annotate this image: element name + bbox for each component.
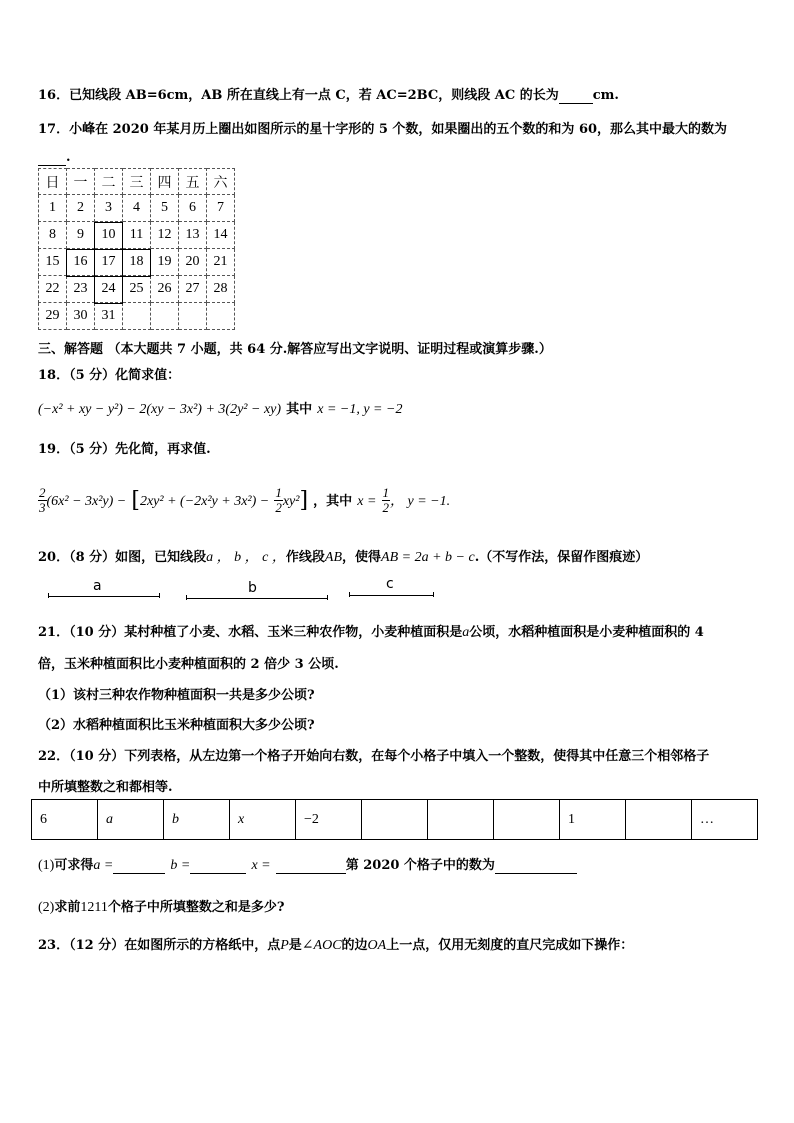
q22-a-blank	[113, 854, 165, 874]
grid-cell: 1	[560, 800, 626, 840]
calendar-header: 日	[39, 169, 67, 195]
grid-cell: …	[692, 800, 758, 840]
highlight-box-24	[94, 276, 123, 304]
grid-cell	[428, 800, 494, 840]
calendar-header-row	[39, 169, 235, 195]
calendar-row	[39, 222, 235, 249]
calendar-row	[39, 276, 235, 303]
question-20	[38, 546, 648, 566]
calendar-cell: 19	[151, 249, 179, 276]
calendar-cell: 10	[95, 222, 123, 249]
grid-cell: b	[164, 800, 230, 840]
q21-line1b: 公顷，水稻种植面积是小麦种植面积的 4	[469, 625, 704, 640]
calendar-cell: 5	[151, 195, 179, 222]
question-23	[38, 934, 633, 954]
q21-sub2: （2）水稻种植面积比玉米种植面积大多少公顷?	[38, 718, 315, 733]
q19-x-den: 2	[382, 500, 390, 515]
left-bracket: [	[131, 488, 140, 513]
calendar-cell: 18	[123, 249, 151, 276]
q20-mid: 作线段	[285, 550, 325, 565]
segment-b-label: b	[248, 580, 257, 596]
q20-eq: AB = 2a + b − c	[381, 550, 475, 565]
q19-coef-den: 3	[39, 500, 46, 515]
q16-text: 16．已知线段 AB=6cm，AB 所在直线上有一点 C，若 AC=2BC，则线段 AC 的长为	[38, 88, 559, 103]
q19-coef	[38, 486, 47, 515]
q19-y-part: ， y = −1.	[390, 494, 451, 509]
q22-sub1-tail: 第 2020 个格子中的数为	[345, 858, 495, 873]
calendar-cell: 13	[179, 222, 207, 249]
question-19-expression	[38, 486, 450, 515]
segment-a	[48, 596, 160, 597]
question-18-expression	[38, 398, 402, 418]
calendar-cell: 26	[151, 276, 179, 303]
q20-text: 20．（8 分）如图，已知线段	[38, 550, 207, 565]
question-21-line-2	[38, 653, 339, 672]
calendar-header: 六	[207, 169, 235, 195]
calendar-header: 四	[151, 169, 179, 195]
calendar-cell	[151, 303, 179, 330]
highlight-box-16	[66, 249, 95, 277]
q19-coef-num: 2	[39, 485, 46, 500]
q22-sub1-beq: b =	[170, 858, 191, 873]
q22-sub1-xeq: x =	[251, 858, 271, 873]
q23-d: 上一点，仅用无刻度的直尺完成如下操作：	[386, 938, 634, 953]
calendar-cell: 24	[95, 276, 123, 303]
section-3-heading	[38, 338, 552, 357]
question-18-title	[38, 364, 180, 383]
q16-tail: cm.	[592, 88, 619, 103]
q21-var-a: a	[462, 625, 470, 640]
q18-cond: x = −1, y = −2	[317, 402, 403, 417]
q22-sub1-aeq: a =	[93, 858, 114, 873]
calendar-cell: 31	[95, 303, 123, 330]
grid-cell	[626, 800, 692, 840]
section-3-text: 三、解答题 （本大题共 7 小题，共 64 分.解答应写出文字说明、证明过程或演算步骤.）	[38, 342, 552, 357]
question-19-title	[38, 438, 211, 457]
calendar-cell: 15	[39, 249, 67, 276]
q22-sub1-num: (1)	[38, 858, 55, 873]
calendar-cell: 29	[39, 303, 67, 330]
q19-title: 19．（5 分）先化简，再求值.	[38, 442, 211, 457]
grid-cell: a	[98, 800, 164, 840]
question-22-sub-2	[38, 896, 284, 916]
calendar-cell	[207, 303, 235, 330]
q17-text: 17．小峰在 2020 年某月历上圈出如图所示的星十字形的 5 个数，如果圈出的五个数的和为 60，那么其中最大的数为	[38, 122, 728, 137]
segment-c	[349, 595, 434, 596]
q18-title: 18．（5 分）化简求值：	[38, 368, 181, 383]
q23-b: 是	[288, 938, 302, 953]
q19-half-num: 1	[275, 485, 282, 500]
q20-mid2: ，使得	[342, 550, 382, 565]
calendar-cell: 16	[67, 249, 95, 276]
calendar-header: 一	[67, 169, 95, 195]
calendar-cell: 4	[123, 195, 151, 222]
calendar-cell: 27	[179, 276, 207, 303]
q23-angle: ∠AOC	[301, 938, 342, 953]
q19-x-label: x =	[357, 494, 377, 509]
q19-half	[274, 486, 283, 515]
calendar-cell: 22	[39, 276, 67, 303]
highlight-box-10	[94, 222, 123, 250]
calendar-cell	[179, 303, 207, 330]
highlight-box-18	[122, 249, 151, 277]
q22-sub2-num: (2)	[38, 900, 55, 915]
q23-p: P	[280, 938, 289, 953]
segment-c-label: c	[386, 576, 394, 592]
calendar-header: 五	[179, 169, 207, 195]
q19-part2: 2xy² + (−2x²y + 3x²) −	[139, 494, 270, 509]
q22-line1: 22．（10 分）下列表格，从左边第一个格子开始向右数，在每个小格子中填入一个整数，使得其中任意三个相邻格子	[38, 749, 710, 764]
q22-2020-blank	[495, 854, 577, 874]
question-17	[38, 118, 727, 137]
right-bracket: ]	[299, 488, 309, 513]
calendar-row	[39, 303, 235, 330]
question-16	[38, 84, 619, 104]
q22-sub2-a: 求前	[54, 900, 81, 915]
calendar-cell: 14	[207, 222, 235, 249]
q22-x-blank	[276, 854, 346, 874]
calendar-cell: 23	[67, 276, 95, 303]
calendar-cell: 20	[179, 249, 207, 276]
q21-sub1: （1）该村三种农作物种植面积一共是多少公顷?	[38, 688, 315, 703]
question-21-sub-1	[38, 684, 315, 703]
calendar-row	[39, 195, 235, 222]
q21-line2: 倍，玉米种植面积比小麦种植面积的 2 倍少 3 公顷.	[38, 657, 339, 672]
grid-cell: 6	[32, 800, 98, 840]
grid-cell	[494, 800, 560, 840]
calendar-cell: 9	[67, 222, 95, 249]
q16-answer-blank	[559, 88, 593, 104]
q22-sub1-a: 可求得	[54, 858, 94, 873]
q19-cond-word: ，其中	[313, 494, 353, 509]
calendar-cell: 3	[95, 195, 123, 222]
question-22-line-1	[38, 745, 709, 764]
segment-a-start-tick	[48, 593, 49, 598]
segment-b-end-tick	[327, 595, 328, 600]
calendar-cell: 25	[123, 276, 151, 303]
q18-cond-word: 其中	[286, 402, 313, 417]
number-grid-table	[31, 799, 758, 840]
question-22-line-2	[38, 776, 173, 795]
calendar-cell: 21	[207, 249, 235, 276]
q22-line2: 中所填整数之和都相等.	[38, 780, 173, 795]
calendar-cell: 17	[95, 249, 123, 276]
grid-cell: −2	[296, 800, 362, 840]
q17-answer-blank	[38, 150, 66, 166]
calendar-cell: 28	[207, 276, 235, 303]
calendar-cell: 30	[67, 303, 95, 330]
q22-sub2-n: 1211	[80, 900, 108, 915]
calendar-cell: 8	[39, 222, 67, 249]
number-grid-row	[32, 800, 758, 840]
q23-oa: OA	[367, 938, 387, 953]
q23-a: 23．（12 分）在如图所示的方格纸中，点	[38, 938, 281, 953]
q20-vars: a ， b ， c ，	[206, 550, 286, 565]
grid-cell	[362, 800, 428, 840]
question-17-blank-line	[38, 150, 71, 166]
question-21-sub-2	[38, 714, 315, 733]
calendar-cell: 2	[67, 195, 95, 222]
calendar-header: 二	[95, 169, 123, 195]
calendar-cell: 6	[179, 195, 207, 222]
q18-expr: (−x² + xy − y²) − 2(xy − 3x²) + 3(2y² − xy)	[38, 402, 282, 417]
calendar-cell	[123, 303, 151, 330]
question-21-line-1	[38, 621, 704, 641]
q19-part1: (6x² − 3x²y) −	[46, 494, 127, 509]
q22-b-blank	[190, 854, 246, 874]
q23-c: 的边	[341, 938, 368, 953]
segment-c-start-tick	[349, 592, 350, 597]
q20-ab: AB	[324, 550, 343, 565]
q19-x-num: 1	[382, 485, 390, 500]
q19-part3: xy²	[282, 494, 300, 509]
question-22-sub-1	[38, 854, 577, 874]
q20-tail: .（不写作法，保留作图痕迹）	[474, 550, 649, 565]
q19-half-den: 2	[275, 500, 282, 515]
calendar-cell: 12	[151, 222, 179, 249]
segment-a-label: a	[93, 578, 102, 594]
q19-x-frac	[382, 486, 391, 515]
segment-b-start-tick	[186, 595, 187, 600]
segment-a-end-tick	[159, 593, 160, 598]
q22-sub2-b: 个格子中所填整数之和是多少?	[107, 900, 285, 915]
calendar-header: 三	[123, 169, 151, 195]
q21-line1a: 21．（10 分）某村种植了小麦、水稻、玉米三种农作物，小麦种植面积是	[38, 625, 463, 640]
calendar-cell: 7	[207, 195, 235, 222]
segment-b	[186, 598, 328, 599]
segment-c-end-tick	[433, 592, 434, 597]
calendar-cell: 1	[39, 195, 67, 222]
grid-cell: x	[230, 800, 296, 840]
calendar-cell: 11	[123, 222, 151, 249]
q17-tail: .	[66, 150, 71, 165]
